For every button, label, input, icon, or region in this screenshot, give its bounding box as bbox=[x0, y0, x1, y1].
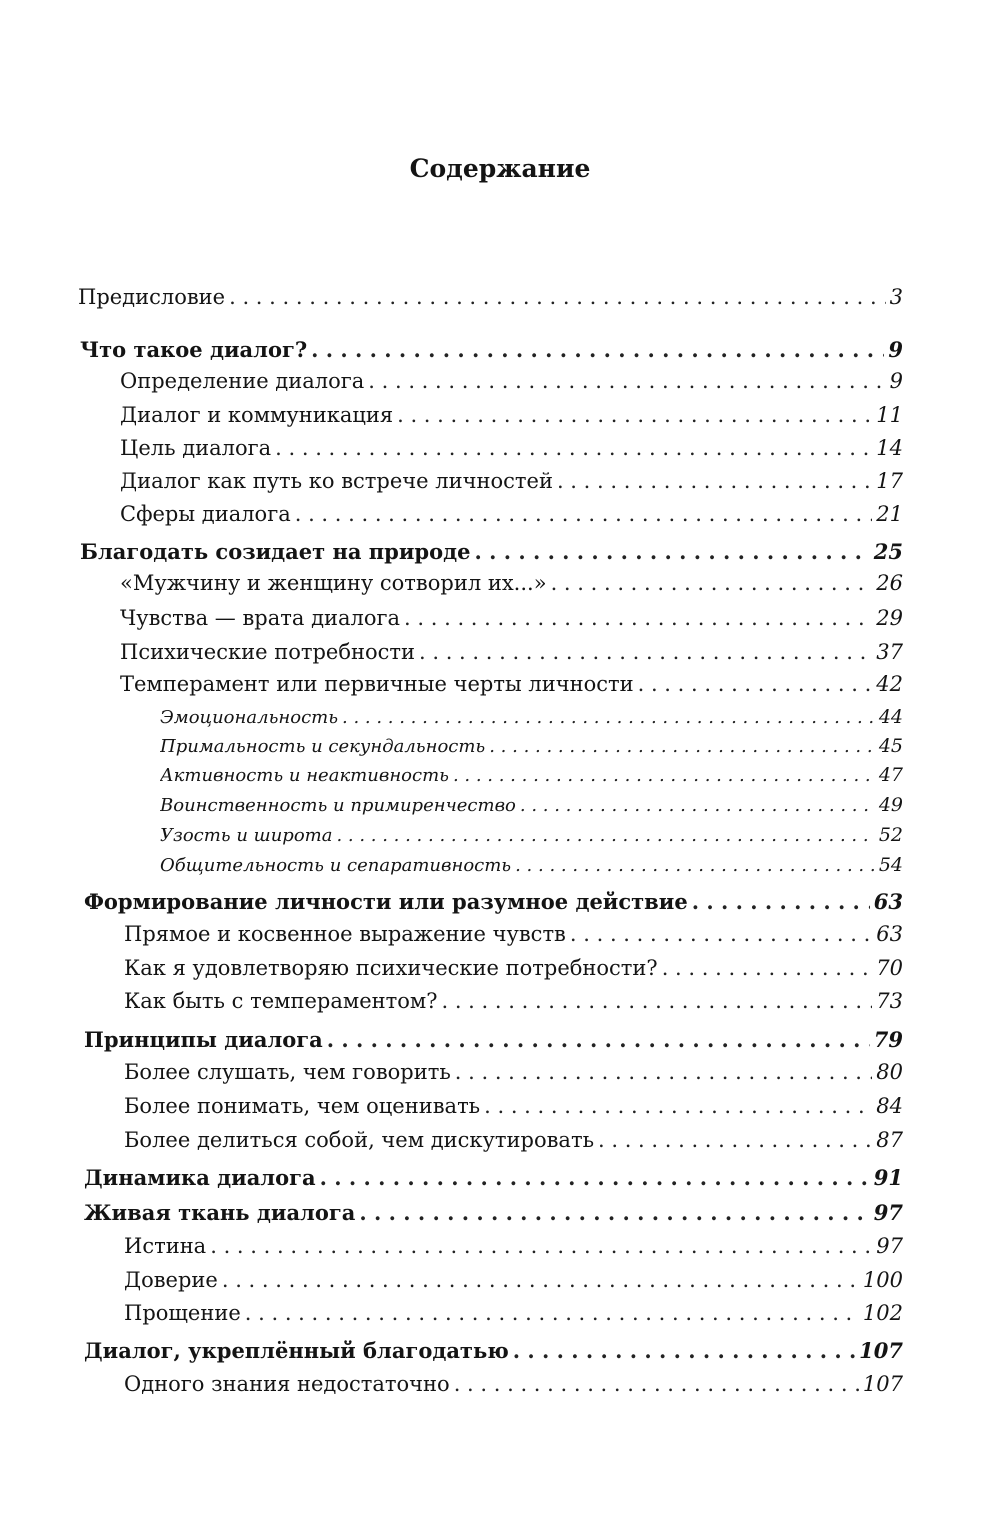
toc-entry-title: Прямое и косвенное выражение чувств bbox=[124, 922, 566, 946]
toc-page-number: 49 bbox=[878, 794, 903, 816]
toc-page-number: 70 bbox=[876, 956, 903, 980]
toc-page-number: 63 bbox=[876, 922, 903, 946]
dot-leader bbox=[453, 765, 875, 786]
toc-page-number: 29 bbox=[876, 606, 903, 630]
toc-entry bbox=[124, 1234, 903, 1258]
dot-leader bbox=[327, 1027, 870, 1052]
toc-page-number: 80 bbox=[876, 1060, 903, 1084]
toc-entry-title: Сферы диалога bbox=[120, 502, 291, 526]
toc-page-number: 26 bbox=[876, 571, 903, 595]
toc-entry-title: Эмоциональность bbox=[160, 707, 339, 728]
toc-page-number: 54 bbox=[878, 854, 903, 876]
toc-page-number: 100 bbox=[862, 1268, 903, 1292]
toc-entry bbox=[124, 922, 903, 946]
toc-page-number: 3 bbox=[889, 285, 903, 309]
toc-page-number: 11 bbox=[876, 403, 903, 427]
toc-entry bbox=[84, 1027, 903, 1052]
toc-entry-title: «Мужчину и женщину сотворил их...» bbox=[120, 571, 547, 595]
toc-entry-title: Более делиться собой, чем дискутировать bbox=[124, 1128, 594, 1152]
dot-leader bbox=[229, 285, 886, 309]
toc-entry bbox=[160, 764, 903, 786]
toc-page-number: 14 bbox=[876, 436, 903, 460]
dot-leader bbox=[359, 1200, 869, 1225]
toc-page-number: 102 bbox=[862, 1301, 903, 1325]
toc-entry-title: Истина bbox=[124, 1234, 207, 1258]
toc-page-number: 79 bbox=[873, 1027, 903, 1052]
toc-page-number: 42 bbox=[876, 672, 903, 696]
dot-leader bbox=[551, 571, 873, 595]
toc-entry bbox=[120, 403, 903, 427]
dot-leader bbox=[598, 1128, 872, 1152]
toc-entry bbox=[160, 706, 903, 728]
toc-entry bbox=[160, 854, 903, 876]
dot-leader bbox=[515, 855, 875, 876]
toc-entry bbox=[124, 956, 903, 980]
toc-page-number: 9 bbox=[888, 337, 903, 362]
toc-page-number: 17 bbox=[876, 469, 903, 493]
dot-leader bbox=[419, 640, 872, 664]
toc-page-number: 107 bbox=[862, 1372, 903, 1396]
toc-entry-title: Благодать созидает на природе bbox=[80, 539, 471, 564]
toc-entry-title: Цель диалога bbox=[120, 436, 272, 460]
dot-leader bbox=[368, 369, 885, 393]
dot-leader bbox=[570, 922, 872, 946]
toc-entry-title: Предисловие bbox=[78, 285, 226, 309]
toc-page-number: 9 bbox=[889, 369, 903, 393]
toc-entry bbox=[80, 337, 903, 362]
toc-entry bbox=[80, 539, 903, 564]
toc-entry-title: Более слушать, чем говорить bbox=[124, 1060, 451, 1084]
toc-page-number: 21 bbox=[876, 502, 903, 526]
toc-entry bbox=[124, 1301, 903, 1325]
toc-entry-title: Чувства — врата диалога bbox=[120, 606, 401, 630]
dot-leader bbox=[474, 539, 869, 564]
toc-entry bbox=[124, 1128, 903, 1152]
dot-leader bbox=[454, 1372, 859, 1396]
dot-leader bbox=[489, 736, 875, 757]
toc-entry bbox=[84, 889, 903, 914]
toc-entry bbox=[120, 606, 903, 630]
toc-entry bbox=[124, 1372, 903, 1396]
dot-leader bbox=[520, 795, 875, 816]
toc-entry-title: Диалог, укреплённый благодатью bbox=[84, 1338, 509, 1363]
toc-entry-title: Темперамент или первичные черты личности bbox=[120, 672, 634, 696]
toc-page-number: 47 bbox=[878, 764, 903, 786]
toc-page-number: 84 bbox=[876, 1094, 903, 1118]
toc-entry bbox=[120, 640, 903, 664]
dot-leader bbox=[692, 889, 870, 914]
toc-entry-title: Активность и неактивность bbox=[160, 765, 449, 786]
toc-entry-title: Как я удовлетворяю психические потребности? bbox=[124, 956, 658, 980]
toc-entry-title: Прощение bbox=[124, 1301, 241, 1325]
toc-page-number: 97 bbox=[873, 1200, 903, 1225]
toc-entry-title: Узость и широта bbox=[160, 825, 333, 846]
toc-page-number: 44 bbox=[878, 706, 903, 728]
toc-entry-title: Как быть с темпераментом? bbox=[124, 989, 438, 1013]
dot-leader bbox=[311, 337, 884, 362]
toc-entry-title: Общительность и сепаративность bbox=[160, 855, 512, 876]
toc-entry bbox=[124, 989, 903, 1013]
toc-entry-title: Принципы диалога bbox=[84, 1027, 323, 1052]
dot-leader bbox=[222, 1268, 859, 1292]
toc-entry-title: Что такое диалог? bbox=[80, 337, 308, 362]
toc-entry-title: Воинственность и примиренчество bbox=[160, 795, 516, 816]
toc-entry bbox=[78, 285, 903, 309]
toc-page-number: 73 bbox=[876, 989, 903, 1013]
toc-entry bbox=[120, 436, 903, 460]
dot-leader bbox=[210, 1234, 872, 1258]
toc-entry bbox=[84, 1165, 903, 1190]
toc-entry bbox=[120, 672, 903, 696]
dot-leader bbox=[320, 1165, 870, 1190]
dot-leader bbox=[662, 956, 873, 980]
toc-page-number: 37 bbox=[876, 640, 903, 664]
toc-entry-title: Формирование личности или разумное действие bbox=[84, 889, 688, 914]
dot-leader bbox=[441, 989, 872, 1013]
dot-leader bbox=[484, 1094, 872, 1118]
dot-leader bbox=[245, 1301, 859, 1325]
toc-entry bbox=[124, 1060, 903, 1084]
page-title: Содержание bbox=[409, 154, 591, 183]
toc-entry bbox=[160, 735, 903, 757]
toc-entry bbox=[120, 502, 903, 526]
toc-entry bbox=[120, 369, 903, 393]
dot-leader bbox=[513, 1338, 855, 1363]
toc-entry bbox=[160, 794, 903, 816]
toc-entry bbox=[124, 1268, 903, 1292]
toc-entry bbox=[84, 1200, 903, 1225]
toc-entry-title: Диалог и коммуникация bbox=[120, 403, 394, 427]
toc-page-number: 52 bbox=[878, 824, 903, 846]
toc-page-number: 25 bbox=[873, 539, 903, 564]
toc-entry-title: Психические потребности bbox=[120, 640, 415, 664]
toc-entry-title: Более понимать, чем оценивать bbox=[124, 1094, 481, 1118]
toc-entry-title: Живая ткань диалога bbox=[84, 1200, 356, 1225]
toc-entry bbox=[124, 1094, 903, 1118]
dot-leader bbox=[638, 672, 873, 696]
dot-leader bbox=[455, 1060, 872, 1084]
toc-page-number: 97 bbox=[876, 1234, 903, 1258]
toc-entry-title: Определение диалога bbox=[120, 369, 365, 393]
toc-entry-title: Одного знания недостаточно bbox=[124, 1372, 450, 1396]
toc-page-number: 63 bbox=[873, 889, 903, 914]
dot-leader bbox=[342, 707, 875, 728]
dot-leader bbox=[404, 606, 872, 630]
toc-entry bbox=[120, 469, 903, 493]
dot-leader bbox=[397, 403, 872, 427]
dot-leader bbox=[557, 469, 872, 493]
dot-leader bbox=[336, 825, 874, 846]
dot-leader bbox=[295, 502, 873, 526]
toc-entry-title: Доверие bbox=[124, 1268, 218, 1292]
toc-page-number: 45 bbox=[878, 735, 903, 757]
toc-entry bbox=[120, 571, 903, 595]
toc-entry bbox=[160, 824, 903, 846]
dot-leader bbox=[275, 436, 872, 460]
toc-entry-title: Примальность и секундальность bbox=[160, 736, 486, 757]
toc-page-number: 87 bbox=[876, 1128, 903, 1152]
toc-entry bbox=[84, 1338, 903, 1363]
toc-page-number: 107 bbox=[859, 1338, 903, 1363]
toc-entry-title: Диалог как путь ко встрече личностей bbox=[120, 469, 553, 493]
toc-entry-title: Динамика диалога bbox=[84, 1165, 316, 1190]
toc-page-number: 91 bbox=[873, 1165, 903, 1190]
